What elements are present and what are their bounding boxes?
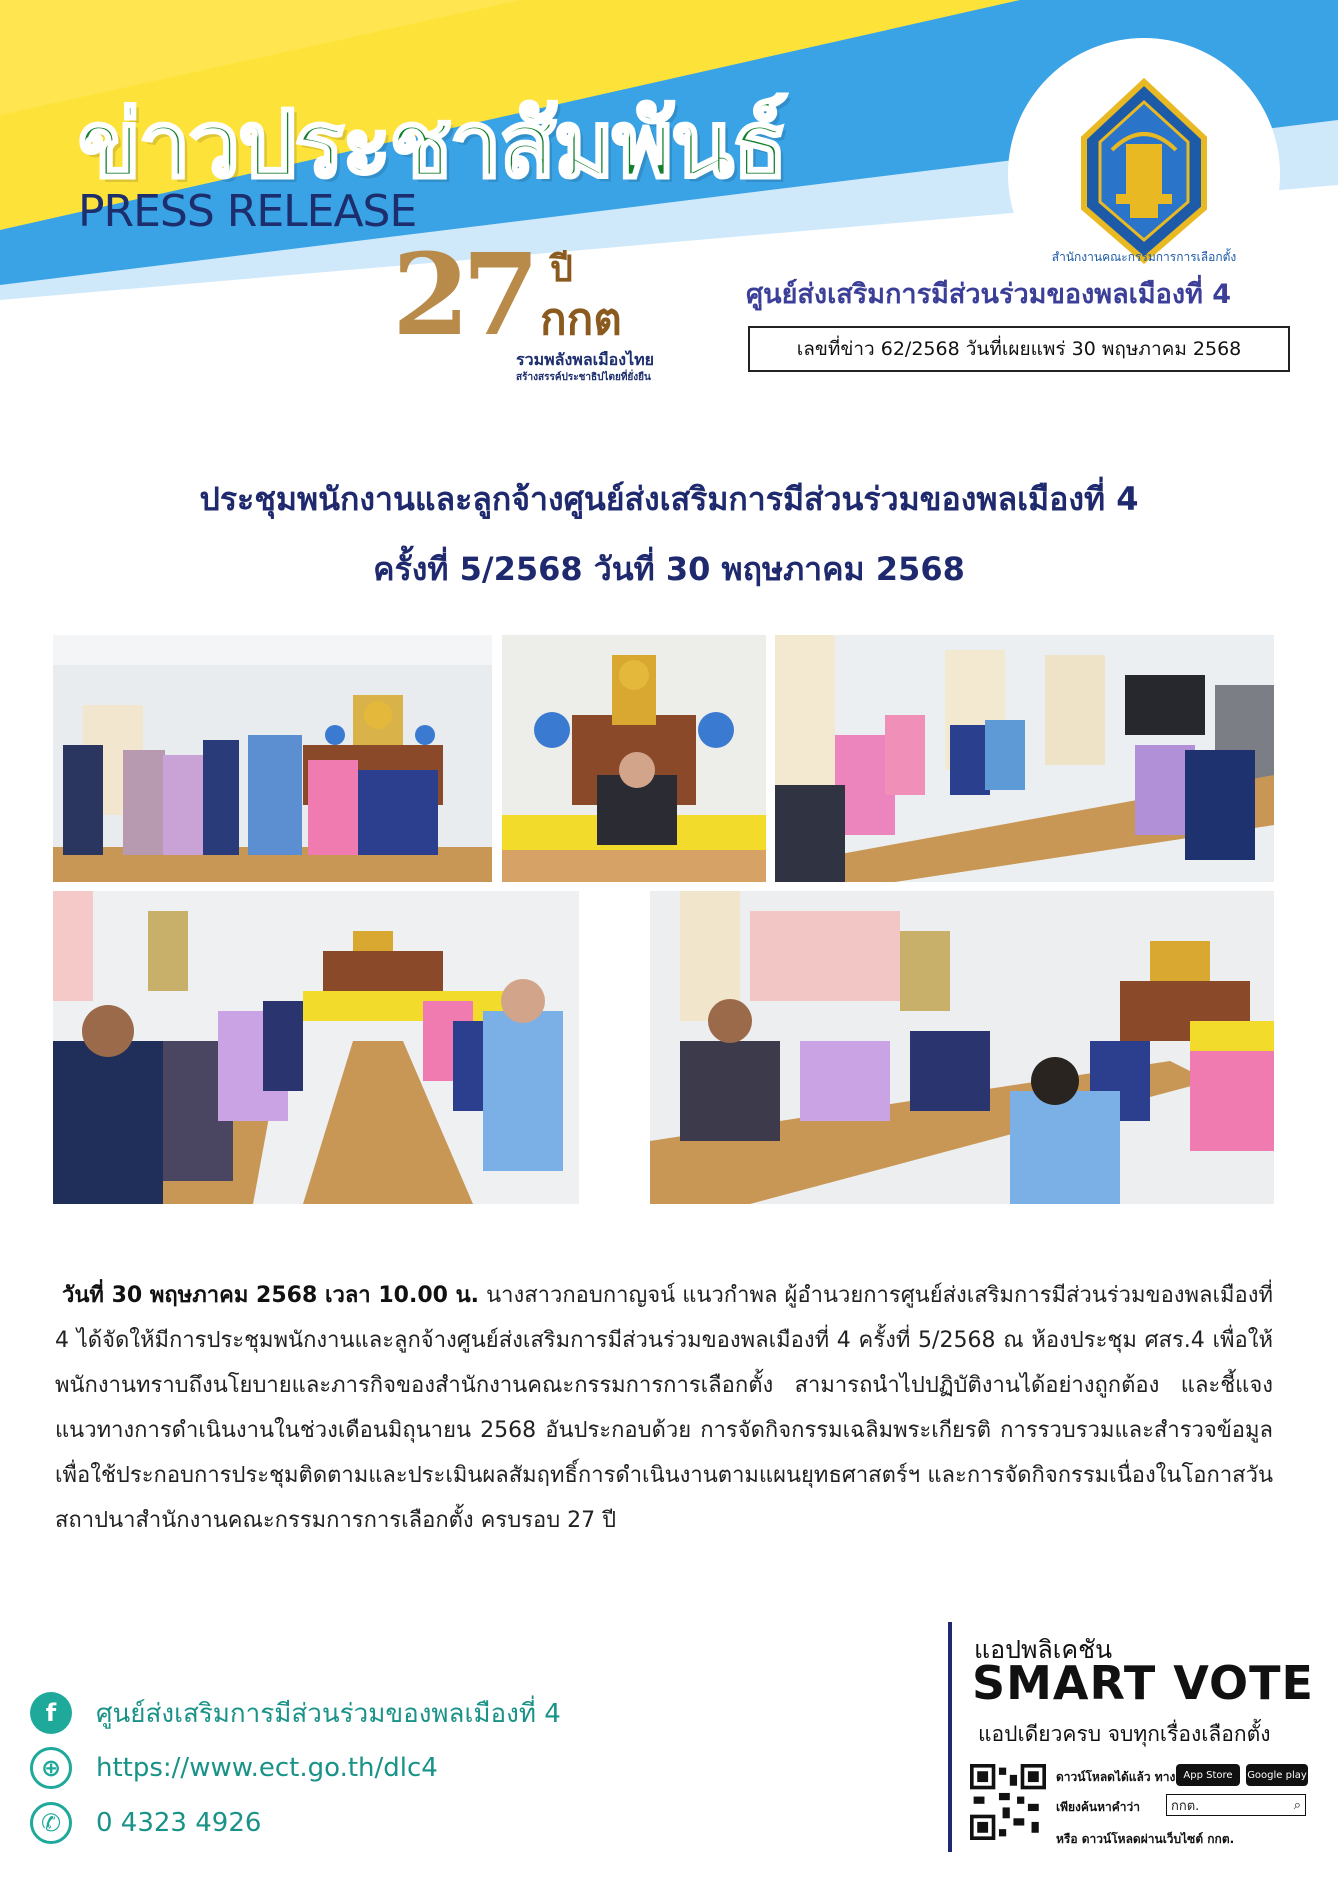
search-label: เพียงค้นหาคำว่า bbox=[1056, 1800, 1141, 1814]
meeting-photo-2 bbox=[502, 635, 766, 882]
facebook-icon: f bbox=[30, 1692, 72, 1734]
contact-website-link[interactable]: https://www.ect.go.th/dlc4 bbox=[96, 1753, 438, 1783]
news-info-box bbox=[748, 326, 1290, 372]
search-value: กกต. bbox=[1171, 1798, 1200, 1814]
contact-phone[interactable] bbox=[30, 1799, 261, 1847]
download-label: ดาวน์โหลดได้แล้ว ทาง bbox=[1056, 1770, 1176, 1784]
contact-website[interactable] bbox=[30, 1744, 438, 1792]
search-box[interactable] bbox=[1166, 1794, 1306, 1816]
anniversary-years: ปี bbox=[550, 249, 573, 290]
search-icon: ⌕ bbox=[1293, 1797, 1301, 1813]
headline-line2: ครั้งที่ 5/2568 วันที่ 30 พฤษภาคม 2568 bbox=[373, 550, 965, 588]
google-play-label: Google play bbox=[1247, 1769, 1307, 1781]
body-lead: วันที่ 30 พฤษภาคม 2568 เวลา 10.00 น. bbox=[62, 1283, 480, 1308]
body-text: นางสาวกอบกาญจน์ แนวกำพล ผู้อำนวยการศูนย์ส่งเสริมการมีส่วนร่วมของพลเมืองที่ 4 ได้จัดให้มีการประชุมพนักงานและลูกจ้างศูนย์ส่งเสริมการมีส่วนร่วมของพลเมืองที่ 4 ครั้งที่ 5/2568 ณ ห้องประชุม ศสร.4 เพื่อให้พนักงานทราบถึงนโยบายและภารกิจของสำนักงานคณะกรรมการการเลือกตั้ง สามารถนำไปปฏิบัติงานได้อย่างถูกต้อง และชี้แจงแนวทางการดำเนินงานในช่วงเดือนมิถุนายน 2568 อันประกอบด้วย การจัดกิจกรรมเฉลิมพระเกียรติ การรวบรวมและสำรวจข้อมูลเพื่อใช้ประกอบการประชุมติดตามและประเมินผลสัมฤทธิ์การดำเนินงานตามแผนยุทธศาสตร์ฯ และการจัดกิจกรรมเนื่องในโอกาสวันสถาปนาสำนักงานคณะกรรมการการเลือกตั้ง ครบรอบ 27 ปี bbox=[55, 1283, 1273, 1533]
smart-vote-title: SMART VOTE bbox=[972, 1656, 1314, 1710]
news-info: เลขที่ข่าว 62/2568 วันที่เผยแพร่ 30 พฤษภาคม 2568 bbox=[796, 338, 1242, 360]
anniversary-logo bbox=[392, 230, 692, 384]
meeting-photo-1 bbox=[53, 635, 492, 882]
meeting-photo-4 bbox=[53, 891, 579, 1204]
anniversary-line1: รวมพลังพลเมืองไทย bbox=[516, 350, 655, 369]
ect-logo-caption: สำนักงานคณะกรรมการการเลือกตั้ง bbox=[1051, 250, 1237, 264]
ect-emblem-icon bbox=[1008, 38, 1280, 310]
google-play-button[interactable] bbox=[1246, 1764, 1308, 1786]
contact-phone-text[interactable]: 0 4323 4926 bbox=[96, 1808, 262, 1838]
ect-logo bbox=[1008, 38, 1280, 310]
contact-facebook[interactable] bbox=[30, 1689, 561, 1737]
press-release-title-en: PRESS RELEASE bbox=[78, 186, 417, 237]
anniversary-org: กกต bbox=[540, 294, 622, 345]
anniversary-line2: สร้างสรรค์ประชาธิปไตยที่ยั่งยืน bbox=[516, 372, 651, 383]
press-release-title-thai: ข่าวประชาสัมพันธ์ bbox=[78, 91, 787, 198]
meeting-photo-3 bbox=[775, 635, 1274, 882]
phone-icon: ✆ bbox=[30, 1802, 72, 1844]
meeting-photo-5 bbox=[650, 891, 1274, 1204]
smart-vote-slogan: แอปเดียวครบ จบทุกเรื่องเลือกตั้ง bbox=[978, 1722, 1271, 1746]
body-paragraph bbox=[55, 1273, 1273, 1543]
globe-icon: ⊕ bbox=[30, 1747, 72, 1789]
headline-line1: ประชุมพนักงานและลูกจ้างศูนย์ส่งเสริมการมีส่วนร่วมของพลเมืองที่ 4 bbox=[199, 480, 1139, 518]
app-store-label: App Store bbox=[1183, 1769, 1233, 1781]
contact-facebook-text[interactable]: ศูนย์ส่งเสริมการมีส่วนร่วมของพลเมืองที่ 4 bbox=[96, 1698, 561, 1729]
smart-vote-app-label: แอปพลิเคชัน bbox=[974, 1635, 1113, 1664]
smart-vote-divider bbox=[948, 1622, 952, 1852]
qr-code-icon[interactable] bbox=[970, 1764, 1046, 1840]
website-download-label: หรือ ดาวน์โหลดผ่านเว็บไซต์ กกต. bbox=[1056, 1832, 1235, 1846]
center-name: ศูนย์ส่งเสริมการมีส่วนร่วมของพลเมืองที่ 4 bbox=[746, 279, 1232, 310]
anniversary-number: 27 bbox=[392, 230, 532, 361]
app-store-button[interactable] bbox=[1176, 1764, 1240, 1786]
